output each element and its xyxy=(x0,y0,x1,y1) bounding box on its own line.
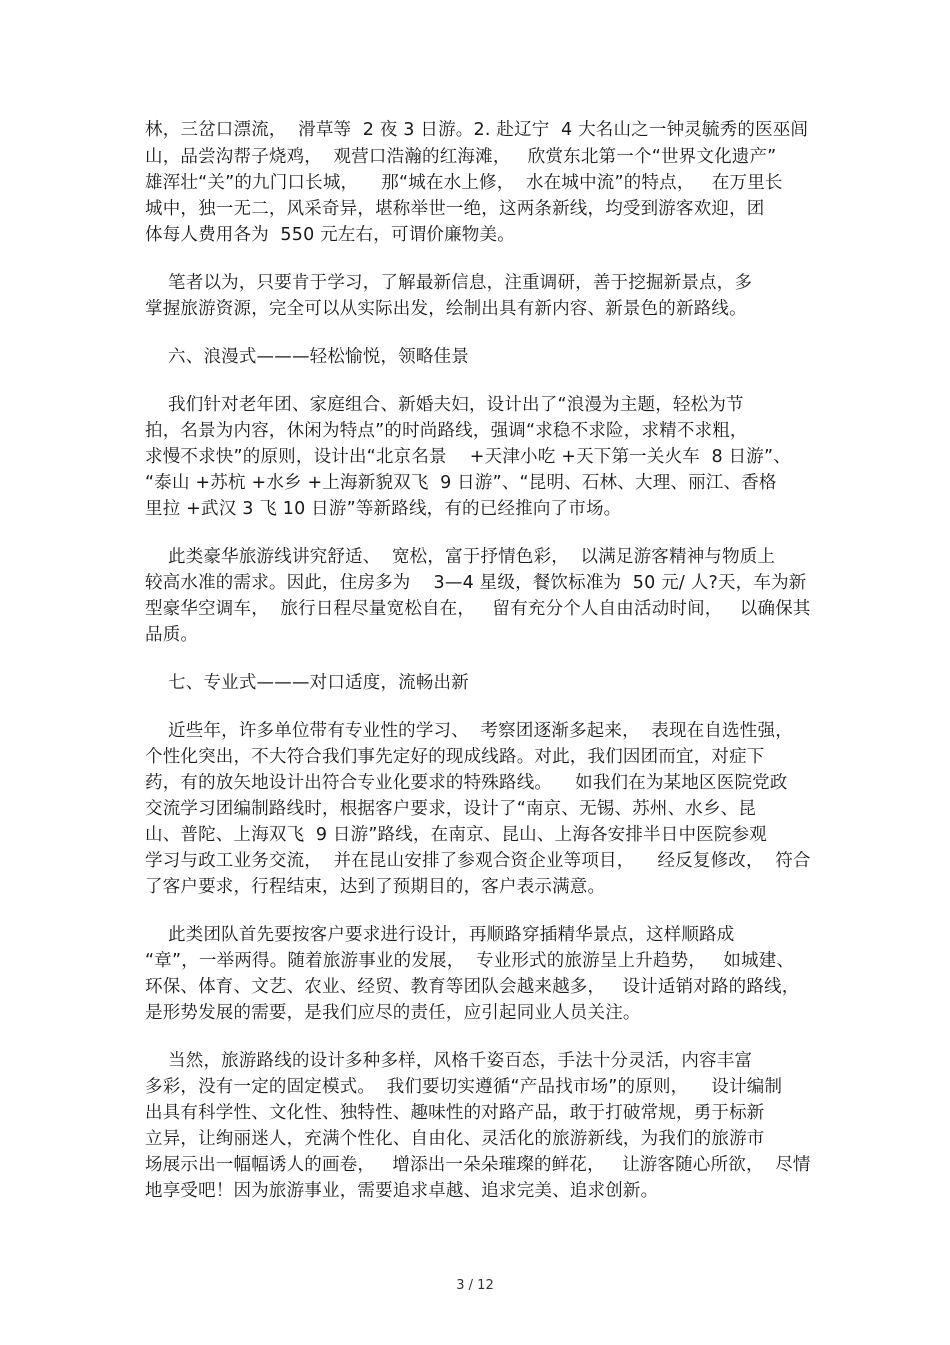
text-line: 掌握旅游资源，完全可以从实际出发，绘制出具有新内容、新景色的新路线。 xyxy=(145,299,747,319)
text-line: 多彩，没有一定的固定模式。 我们要切实遵循“产品找市场”的原则， 设计编制 xyxy=(145,1077,783,1097)
text-line: 型豪华空调车， 旅行日程尽量宽松自在， 留有充分个人自由活动时间， 以确保其 xyxy=(145,599,811,619)
text-line: 此类团队首先要按客户要求进行设计，再顺路穿插精华景点，这样顺路成 xyxy=(145,925,735,945)
text-line: 较高水准的需求。因此，住房多为 3—4 星级，餐饮标准为 50 元/ 人?天，车为新 xyxy=(145,573,807,593)
text-line: 个性化突出，不大符合我们事先定好的现成线路。对此，我们因团而宜，对症下 xyxy=(145,747,765,767)
text-line: “泰山 +苏杭 +水乡 +上海新貌双飞 9 日游”、“昆明、石林、大理、丽江、香格 xyxy=(145,473,777,493)
text-line: 地享受吧！因为旅游事业，需要追求卓越、追求完美、追求创新。 xyxy=(145,1181,659,1201)
text-line: 笔者以为，只要肯于学习，了解最新信息，注重调研，善于挖掘新景点，多 xyxy=(145,273,753,293)
text-line: 品质。 xyxy=(145,625,199,645)
text-line: 雄浑壮“关”的九门口长城， 那“城在水上修， 水在城中流”的特点， 在万里长 xyxy=(145,173,783,193)
text-line: 立异，让绚丽迷人，充满个性化、自由化、灵活化的旅游新线，为我们的旅游市 xyxy=(145,1129,765,1149)
text-line: 学习与政工业务交流， 并在昆山安排了参观合资企业等项目， 经反复修改， 符合 xyxy=(145,851,811,871)
text-line: 我们针对老年团、家庭组合、新婚夫妇，设计出了“浪漫为主题，轻松为节 xyxy=(145,395,744,415)
text-line: 出具有科学性、文化性、独特性、趣味性的对路产品，敢于打破常规，勇于标新 xyxy=(145,1103,765,1123)
text-line: 山、普陀、上海双飞 9 日游”路线，在南京、昆山、上海各安排半日中医院参观 xyxy=(145,825,767,845)
text-line: 求慢不求快”的原则，设计出“北京名景 +天津小吃 +天下第一关火车 8 日游”、 xyxy=(145,447,791,467)
heading-line: 六、浪漫式———轻松愉悦，领略佳景 xyxy=(145,347,469,367)
text-line: 里拉 +武汉 3 飞 10 日游”等新路线，有的已经推向了市场。 xyxy=(145,499,622,519)
text-line: 场展示出一幅幅诱人的画卷， 增添出一朵朵璀璨的鲜花， 让游客随心所欲， 尽情 xyxy=(145,1155,811,1175)
text-line: 林，三岔口漂流， 滑草等 2 夜 3 日游。2. 赴辽宁 4 大名山之一钟灵毓秀的医巫闾 xyxy=(145,120,809,140)
text-line: 了客户要求，行程结束，达到了预期目的，客户表示满意。 xyxy=(145,877,606,897)
text-line: 山，品尝沟帮子烧鸡， 观营口浩瀚的红海滩， 欣赏东北第一个“世界文化遗产” xyxy=(145,147,777,167)
text-line: 城中，独一无二，风采奇异，堪称举世一绝，这两条新线，均受到游客欢迎，团 xyxy=(145,199,765,219)
text-line: 近些年，许多单位带有专业性的学习、 考察团逐渐多起来， 表现在自选性强， xyxy=(145,721,793,741)
text-line: 药，有的放矢地设计出符合专业化要求的特殊路线。 如我们在为某地区医院党政 xyxy=(145,773,788,793)
text-line: 拍，名景为内容，休闲为特点”的时尚路线，强调“求稳不求险，求精不求粗， xyxy=(145,421,748,441)
text-line: “章”，一举两得。随着旅游事业的发展， 专业形式的旅游呈上升趋势， 如城建、 xyxy=(145,951,795,971)
text-line: 此类豪华旅游线讲究舒适、 宽松，富于抒情色彩， 以满足游客精神与物质上 xyxy=(145,547,776,567)
page-number: 3 / 12 xyxy=(456,1278,494,1293)
text-line: 体每人费用各为 550 元左右，可谓价廉物美。 xyxy=(145,225,515,245)
text-line: 环保、体育、文艺、农业、经贸、教育等团队会越来越多， 设计适销对路的路线， xyxy=(145,977,800,997)
text-line: 交流学习团编制路线时，根据客户要求，设计了“南京、无锡、苏州、水乡、昆 xyxy=(145,799,757,819)
text-line: 当然，旅游路线的设计多种多样，风格千姿百态，手法十分灵活，内容丰富 xyxy=(145,1051,753,1071)
text-line: 是形势发展的需要，是我们应尽的责任，应引起同业人员关注。 xyxy=(145,1003,641,1023)
heading-line: 七、专业式———对口适度，流畅出新 xyxy=(145,673,469,693)
